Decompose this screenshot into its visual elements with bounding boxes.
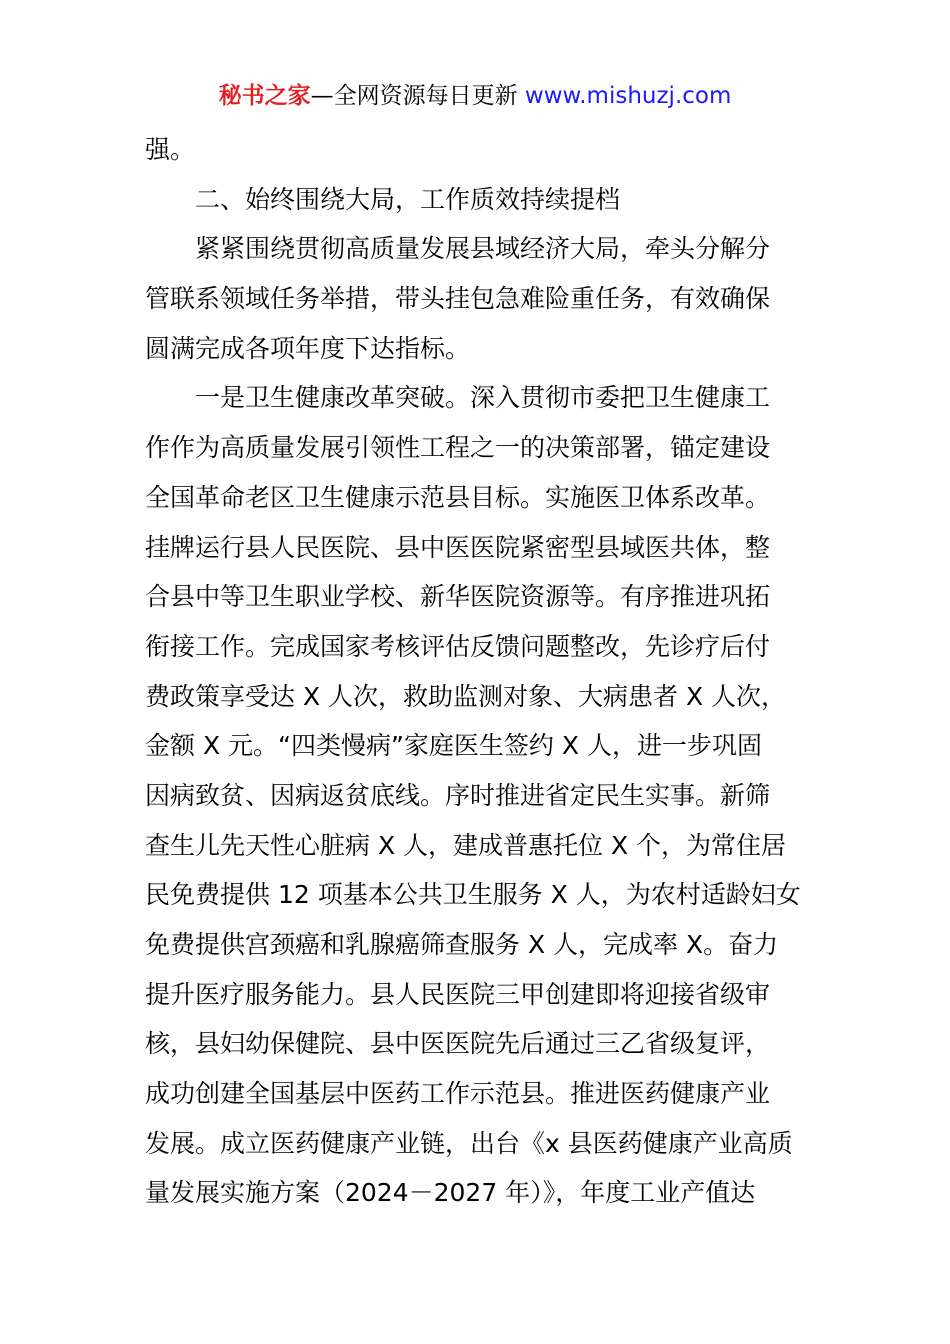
text-line: 提升医疗服务能力。县人民医院三甲创建即将迎接省级审 [145, 979, 771, 1009]
text-line: 圆满完成各项年度下达指标。 [145, 333, 471, 363]
text-line: 费政策享受达 X 人次，救助监测对象、大病患者 X 人次， [145, 681, 787, 711]
text-line: 合县中等卫生职业学校、新华医院资源等。有序推进巩拓 [145, 582, 771, 612]
text-line: 一是卫生健康改革突破。深入贯彻市委把卫生健康工 [195, 383, 771, 413]
text-line: 紧紧围绕贯彻高质量发展县域经济大局，牵头分解分 [195, 234, 771, 264]
text-line: 强。 [145, 135, 196, 164]
text-line: 发展。成立医药健康产业链，出台《x 县医药健康产业高质 [145, 1128, 793, 1158]
text-line: 衔接工作。完成国家考核评估反馈问题整改，先诊疗后付 [145, 631, 771, 661]
text-line: 因病致贫、因病返贫底线。序时推进省定民生实事。新筛 [145, 780, 771, 810]
text-line: 全国革命老区卫生健康示范县目标。实施医卫体系改革。 [145, 482, 771, 512]
text-line: 核，县妇幼保健院、县中医医院先后通过三乙省级复评， [145, 1029, 771, 1059]
site-header [0, 80, 950, 112]
document-body [145, 125, 815, 1218]
text-line: 免费提供宫颈癌和乳腺癌筛查服务 X 人，完成率 X。奋力 [145, 930, 779, 959]
text-line: 作作为高质量发展引领性工程之一的决策部署，锚定建设 [145, 433, 771, 463]
text-line: 量发展实施方案（2024－2027 年）》，年度工业产值达 [145, 1178, 756, 1208]
text-line: 挂牌运行县人民医院、县中医医院紧密型县域医共体，整 [145, 532, 771, 562]
section-heading: 二、始终围绕大局，工作质效持续提档 [195, 184, 621, 214]
text-line: 查生儿先天性心脏病 X 人，建成普惠托位 X 个，为常住居 [145, 830, 787, 860]
site-tagline: —全网资源每日更新 [310, 83, 525, 109]
site-url-link[interactable]: www.mishuzj.com [524, 83, 732, 109]
text-line: 民免费提供 12 项基本公共卫生服务 X 人，为农村适龄妇女 [145, 880, 801, 910]
text-line: 管联系领域任务举措，带头挂包急难险重任务，有效确保 [145, 284, 771, 314]
site-brand: 秘书之家 [218, 83, 311, 109]
text-line: 成功创建全国基层中医药工作示范县。推进医药健康产业 [145, 1079, 771, 1109]
text-line: 金额 X 元。“四类慢病”家庭医生签约 X 人，进一步巩固 [145, 731, 762, 761]
